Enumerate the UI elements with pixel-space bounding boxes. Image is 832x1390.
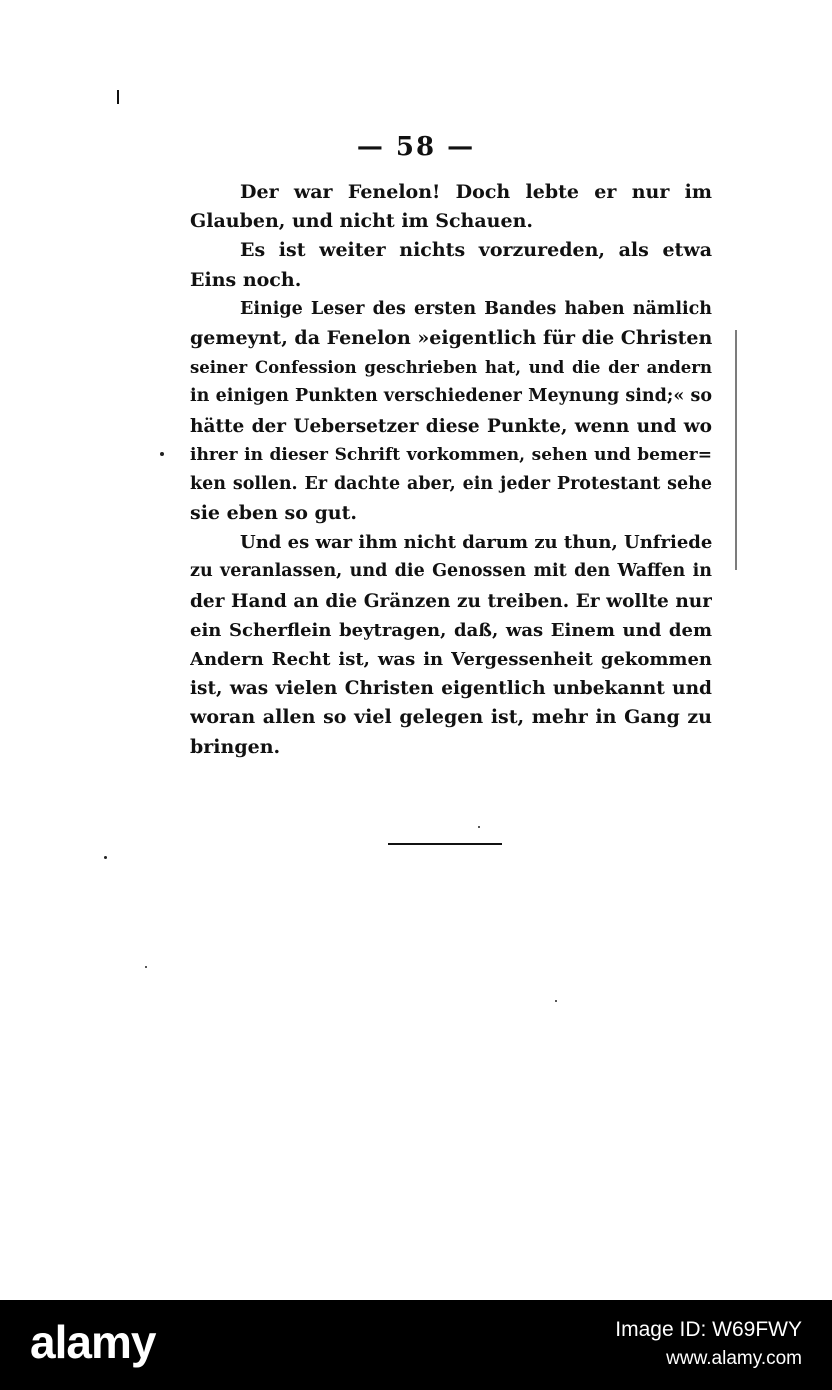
watermark-banner (0, 1300, 832, 1390)
text-line: bringen. (190, 735, 281, 758)
text-line: Einige Leser des ersten Bandes haben nämlich (240, 298, 712, 319)
text-line: sie eben so gut. (190, 502, 357, 525)
scan-edge-mark (735, 330, 737, 570)
text-line: Glauben, und nicht im Schauen. (190, 210, 534, 233)
text-line: Eins noch. (190, 268, 302, 291)
text-line: zu veranlassen, und die Genossen mit den Waffen in (190, 561, 712, 582)
text-line: Und es war ihm nicht darum zu thun, Unfriede (240, 532, 712, 554)
text-line: hätte der Uebersetzer diese Punkte, wenn und wo (190, 415, 712, 437)
text-line: der Hand an die Gränzen zu treiben. Er wollte nur (190, 590, 712, 612)
scan-edge-mark (117, 90, 119, 104)
text-line: Der war Fenelon! Doch lebte er nur im (240, 181, 712, 203)
text-line: ken sollen. Er dachte aber, ein jeder Protestant sehe (190, 473, 712, 494)
scan-speck (145, 966, 147, 968)
closing-rule (388, 843, 502, 845)
text-line: Es ist weiter nichts vorzureden, als etwa (240, 239, 712, 262)
watermark-site: www.alamy.com (666, 1348, 802, 1369)
text-line: seiner Confession geschrieben hat, und die der andern (190, 358, 712, 378)
watermark-brand: alamy (30, 1316, 156, 1368)
scan-speck (555, 1000, 557, 1002)
text-line: ist, was vielen Christen eigentlich unbekannt und (190, 678, 712, 700)
text-line: gemeynt, da Fenelon »eigentlich für die Christen (190, 326, 712, 349)
text-line: in einigen Punkten verschiedener Meynung sind;« so (190, 386, 712, 407)
scan-speck (478, 826, 480, 828)
text-line: ihrer in dieser Schrift vorkommen, sehen und bemer= (190, 444, 712, 465)
watermark-image-id: Image ID: W69FWY (615, 1318, 802, 1341)
text-line: woran allen so viel gelegen ist, mehr in Gang zu (190, 706, 712, 729)
page-number: — 58 — (356, 132, 476, 162)
scan-speck (160, 452, 164, 456)
text-line: Andern Recht ist, was in Vergessenheit gekommen (190, 649, 712, 670)
text-line: ein Scherflein beytragen, daß, was Einem und dem (190, 619, 712, 641)
body-text (190, 178, 712, 762)
scan-speck (104, 856, 107, 859)
